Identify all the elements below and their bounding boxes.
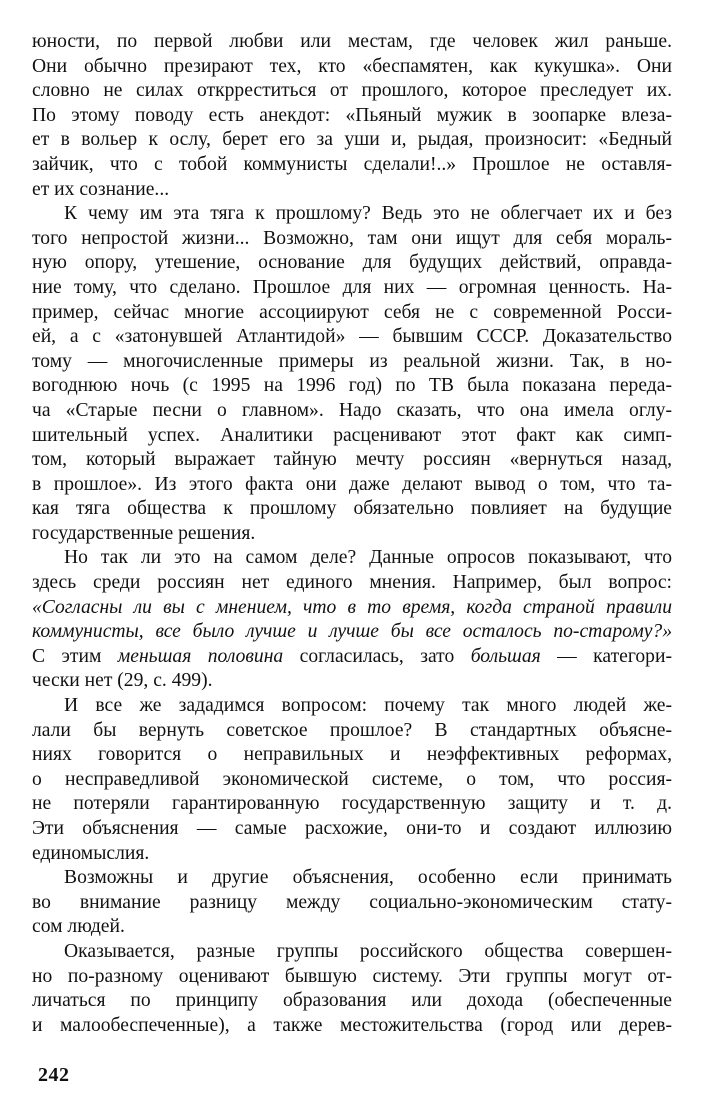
text-line: кая тяга общества к прошлому обязательно повлияет на будущие bbox=[32, 498, 672, 520]
text-run: согласилась, зато bbox=[283, 645, 471, 667]
text-run: С этим bbox=[32, 645, 118, 667]
quoted-question-line: «Согласны ли вы с мнением, что в то время, когда страной правили bbox=[32, 596, 672, 618]
text-line: ную опору, утешение, основание для будущих действий, оправда- bbox=[32, 252, 672, 274]
text-line: ниях говорится о неправильных и неэффективных реформах, bbox=[32, 744, 672, 766]
text-line: и малообеспеченные), а также местожительства (город или дерев- bbox=[32, 1014, 672, 1036]
text-line: юности, по первой любви или местам, где человек жил раньше. bbox=[32, 31, 672, 52]
text-line: словно не силах открреститься от прошлого, которое преследует их. bbox=[32, 80, 672, 102]
text-line: Они обычно презирают тех, кто «беспамятен, как кукушка». Они bbox=[32, 55, 672, 77]
text-line: зайчик, что с тобой коммунисты сделали!..» Прошлое не оставля- bbox=[32, 153, 672, 175]
text-line: том, который выражает тайную мечту россиян «вернуться назад, bbox=[32, 449, 672, 471]
text-line bbox=[32, 645, 672, 670]
text-line: ние тому, что сделано. Прошлое для них — огромная ценность. На- bbox=[32, 276, 672, 298]
text-line: Оказывается, разные группы российского общества совершен- bbox=[64, 940, 672, 962]
text-line: По этому поводу есть анекдот: «Пьяный мужик в зоопарке влеза- bbox=[32, 104, 672, 126]
paragraph bbox=[32, 30, 672, 202]
text-line: ет их сознание... bbox=[32, 178, 170, 200]
text-line: сом людей. bbox=[32, 916, 125, 938]
text-line: чески нет (29, с. 499). bbox=[32, 670, 213, 692]
text-line: Но так ли это на самом деле? Данные опросов показывают, что bbox=[64, 547, 672, 569]
paragraph bbox=[32, 694, 672, 866]
text-line: личаться по принципу образования или дохода (обеспеченные bbox=[32, 990, 672, 1012]
text-line: К чему им эта тяга к прошлому? Ведь это не облегчает их и без bbox=[64, 203, 672, 225]
text-line: Эти объяснения — самые расхожие, они-то и создают иллюзию bbox=[32, 818, 672, 839]
text-run: — категори- bbox=[540, 645, 672, 667]
text-line: ет в вольер к ослу, берет его за уши и, рыдая, произносит: «Бедный bbox=[32, 129, 672, 151]
text-line: И все же зададимся вопросом: почему так много людей же- bbox=[64, 695, 672, 717]
text-line: тому — многочисленные примеры из реальной жизни. Так, в но- bbox=[32, 350, 672, 372]
text-line: во внимание разницу между социально-экономическим стату- bbox=[32, 891, 672, 913]
paragraph bbox=[32, 546, 672, 694]
text-line: государственные решения. bbox=[32, 522, 256, 544]
text-line: Возможны и другие объяснения, особенно если принимать bbox=[64, 867, 672, 889]
paragraph bbox=[32, 940, 672, 1038]
text-line: шительный успех. Аналитики расценивают этот факт как симп- bbox=[32, 424, 672, 446]
text-line: лали бы вернуть советское прошлое? В стандартных объясне- bbox=[32, 719, 672, 741]
quoted-question-line: коммунисты, все было лучше и лучше бы все осталось по-старому?» bbox=[32, 621, 672, 643]
text-line: ей, а с «затонувшей Атлантидой» — бывшим СССР. Доказательство bbox=[32, 326, 672, 348]
text-line: ча «Старые песни о главном». Надо сказать, что она имела оглу- bbox=[32, 399, 672, 421]
page-number: 242 bbox=[38, 1064, 70, 1086]
emphasis-text: меньшая половина bbox=[117, 645, 284, 667]
text-line: о несправедливой экономической системе, о том, что россия- bbox=[32, 768, 672, 790]
text-line: вогоднюю ночь (с 1995 на 1996 год) по ТВ была показана переда- bbox=[32, 375, 672, 397]
page-body bbox=[32, 30, 672, 1038]
paragraph bbox=[32, 866, 672, 940]
emphasis-text: большая bbox=[470, 645, 541, 667]
text-line: единомыслия. bbox=[32, 842, 150, 864]
text-line: не потеряли гарантированную государственную защиту и т. д. bbox=[32, 793, 672, 815]
paragraph bbox=[32, 202, 672, 546]
text-line: того непростой жизни... Возможно, там они ищут для себя мораль- bbox=[32, 227, 672, 249]
text-line: пример, сейчас многие ассоциируют себя не с современной Росси- bbox=[32, 301, 672, 323]
text-line: но по-разному оценивают бывшую систему. Эти группы могут от- bbox=[32, 965, 672, 987]
text-line: здесь среди россиян нет единого мнения. Например, был вопрос: bbox=[32, 572, 672, 594]
text-line: в прошлое». Из этого факта они даже делают вывод о том, что та- bbox=[32, 473, 672, 495]
